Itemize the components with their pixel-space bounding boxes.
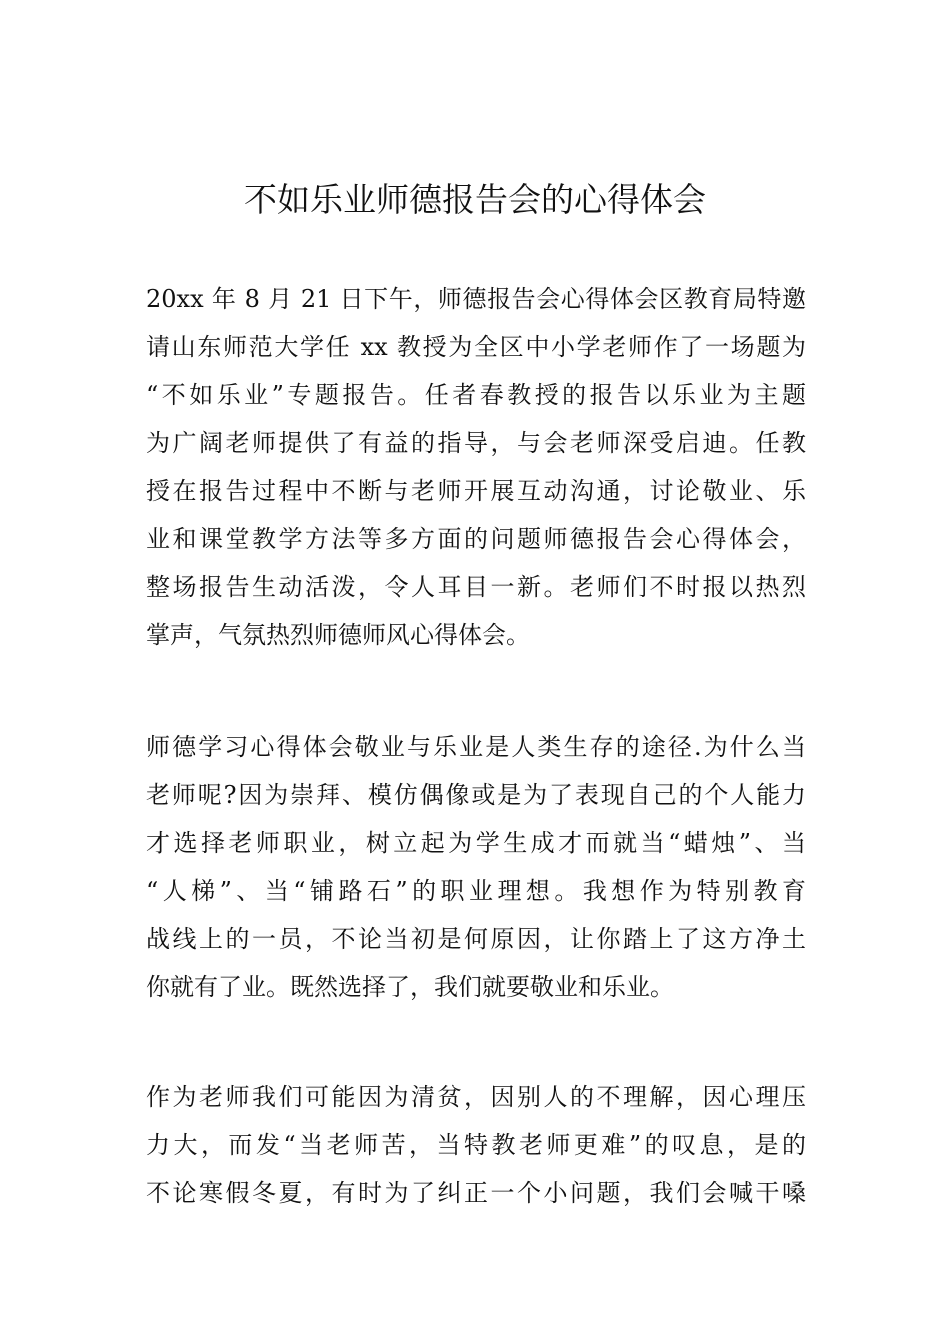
paragraph-line: 不论寒假冬夏，有时为了纠正一个小问题，我们会喊干嗓 [146, 1179, 806, 1207]
paragraph-2 [146, 723, 806, 1011]
paragraph-line: 作为老师我们可能因为清贫，因别人的不理解，因心理压 [146, 1083, 806, 1111]
paragraph-line: “不如乐业”专题报告。任者春教授的报告以乐业为主题 [146, 381, 806, 409]
paragraph-line: “人梯”、当“铺路石”的职业理想。我想作为特别教育 [146, 877, 806, 905]
paragraph-line: 才选择老师职业，树立起为学生成才而就当“蜡烛”、当 [146, 829, 806, 857]
paragraph-line: 力大，而发“当老师苦，当特教老师更难”的叹息，是的 [146, 1131, 806, 1159]
paragraph-line: 请山东师范大学任 xx 教授为全区中小学老师作了一场题为 [146, 333, 806, 361]
paragraph-1 [146, 275, 806, 659]
document-title: 不如乐业师德报告会的心得体会 [244, 180, 706, 219]
paragraph-3 [146, 1073, 806, 1217]
paragraph-line: 战线上的一员，不论当初是何原因，让你踏上了这方净土 [146, 925, 806, 953]
paragraph-line: 你就有了业。既然选择了，我们就要敬业和乐业。 [146, 973, 674, 1001]
paragraph-line: 掌声，气氛热烈师德师风心得体会。 [146, 621, 530, 649]
paragraph-line: 为广阔老师提供了有益的指导，与会老师深受启迪。任教 [146, 429, 806, 457]
paragraph-line: 授在报告过程中不断与老师开展互动沟通，讨论敬业、乐 [146, 477, 806, 505]
paragraph-line: 师德学习心得体会敬业与乐业是人类生存的途径.为什么当 [146, 733, 806, 761]
paragraph-line: 业和课堂教学方法等多方面的问题师德报告会心得体会， [146, 525, 806, 553]
paragraph-line: 整场报告生动活泼，令人耳目一新。老师们不时报以热烈 [146, 573, 806, 601]
paragraph-line: 20xx 年 8 月 21 日下午，师德报告会心得体会区教育局特邀 [146, 285, 806, 313]
paragraph-line: 老师呢?因为崇拜、模仿偶像或是为了表现自己的个人能力 [146, 781, 806, 809]
